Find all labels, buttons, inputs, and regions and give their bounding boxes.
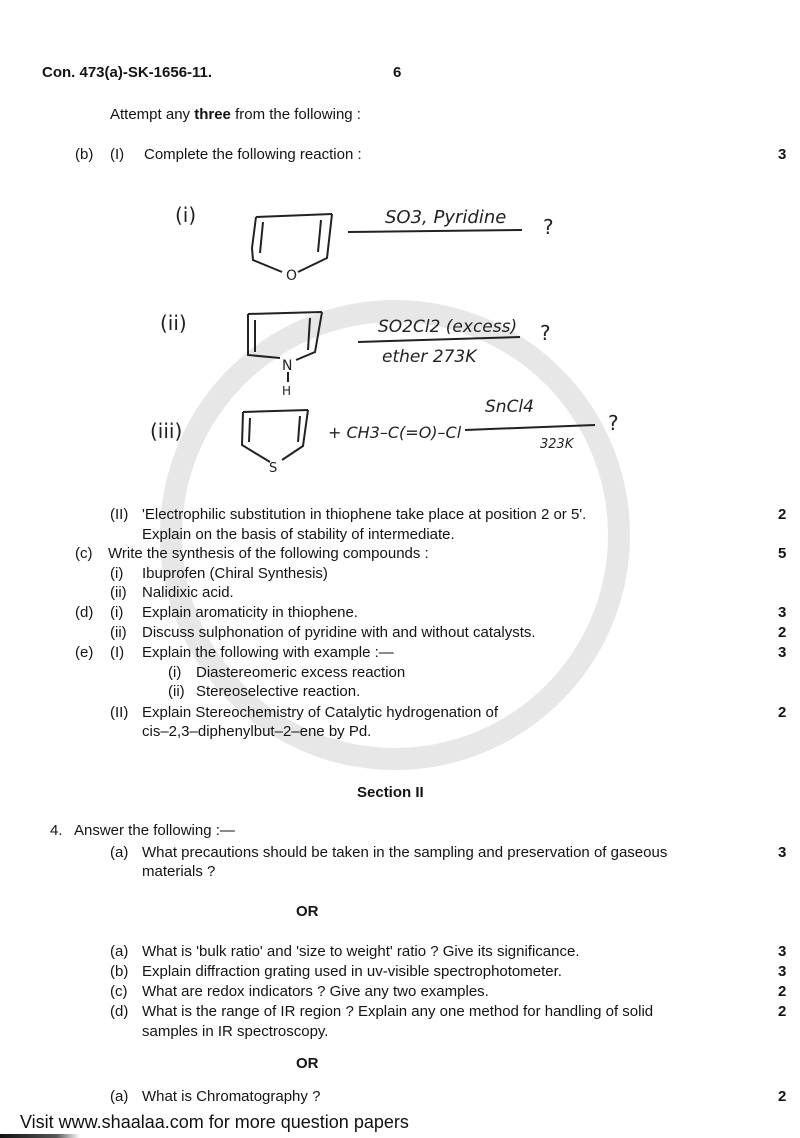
svg-text:(i): (i) bbox=[175, 203, 197, 227]
q4-item-num: (c) bbox=[110, 983, 128, 1000]
q-e-sub2: (II) bbox=[110, 704, 129, 721]
or-divider: OR bbox=[296, 903, 319, 920]
q-d-item: Discuss sulphonation of pyridine with and without catalysts. bbox=[142, 624, 536, 641]
section-heading: Section II bbox=[357, 784, 424, 801]
q-b-text1: Complete the following reaction : bbox=[144, 146, 362, 163]
instruction: Attempt any three from the following : bbox=[110, 106, 361, 123]
svg-text:ether 273K: ether 273K bbox=[382, 347, 477, 367]
page-number: 6 bbox=[393, 64, 402, 81]
q-c-item: Ibuprofen (Chiral Synthesis) bbox=[142, 565, 328, 582]
svg-text:+ CH3–C(=O)–Cl: + CH3–C(=O)–Cl bbox=[328, 423, 462, 442]
q4-text: Answer the following :— bbox=[74, 822, 235, 839]
q-d-item: Explain aromaticity in thiophene. bbox=[142, 604, 358, 621]
svg-text:?: ? bbox=[608, 411, 619, 435]
footer-link[interactable]: Visit www.shaalaa.com for more question papers bbox=[20, 1112, 409, 1132]
q4-item: What is the range of IR region ? Explain any one method for handling of solid bbox=[142, 1003, 654, 1020]
svg-text:H: H bbox=[282, 384, 292, 398]
svg-text:?: ? bbox=[543, 215, 554, 239]
reaction-iii bbox=[150, 397, 619, 476]
svg-text:SnCl4: SnCl4 bbox=[485, 397, 534, 417]
svg-text:?: ? bbox=[540, 321, 551, 345]
q4-item: What are redox indicators ? Give any two examples. bbox=[142, 983, 489, 1000]
q-c-text: Write the synthesis of the following compounds : bbox=[108, 545, 429, 562]
q4-item: Explain diffraction grating used in uv-visible spectrophotometer. bbox=[142, 963, 562, 980]
marks: 3 bbox=[778, 644, 787, 661]
q-e-item-num: (ii) bbox=[168, 683, 185, 700]
q-b-text2a: 'Electrophilic substitution in thiophene take place at position 2 or 5'. bbox=[142, 506, 587, 523]
marks: 3 bbox=[778, 943, 787, 960]
q-e-item-num: (i) bbox=[168, 664, 182, 681]
svg-text:(ii): (ii) bbox=[160, 311, 187, 335]
q-b-label: (b) bbox=[75, 146, 94, 163]
scan-artifact bbox=[0, 1134, 80, 1138]
q-b-sub1: (I) bbox=[110, 146, 125, 163]
q-e-text1: Explain the following with example :— bbox=[142, 644, 394, 661]
q-c-item: Nalidixic acid. bbox=[142, 584, 234, 601]
reaction-i bbox=[175, 203, 554, 284]
q4-a-num: (a) bbox=[110, 844, 129, 861]
svg-text:S: S bbox=[269, 461, 278, 476]
q-e-item: Stereoselective reaction. bbox=[196, 683, 361, 700]
marks: 3 bbox=[778, 844, 787, 861]
or-divider: OR bbox=[296, 1055, 319, 1072]
q-c-item-num: (ii) bbox=[110, 584, 127, 601]
q4-a-line2: materials ? bbox=[142, 863, 216, 880]
marks: 3 bbox=[778, 604, 787, 621]
q4-item-num: (a) bbox=[110, 943, 129, 960]
marks: 3 bbox=[778, 146, 787, 163]
q-e-item: Diastereomeric excess reaction bbox=[196, 664, 406, 681]
marks: 5 bbox=[778, 545, 787, 562]
q-e-label: (e) bbox=[75, 644, 94, 661]
paper-code: Con. 473(a)-SK-1656-11. bbox=[42, 64, 213, 81]
q4-a-line1: What precautions should be taken in the sampling and preservation of gaseous bbox=[142, 844, 668, 861]
q-d-label: (d) bbox=[75, 604, 94, 621]
q-c-label: (c) bbox=[75, 545, 93, 562]
marks: 3 bbox=[778, 963, 787, 980]
q-e-sub1: (I) bbox=[110, 644, 125, 661]
q4-label: 4. bbox=[50, 822, 63, 839]
svg-text:(iii): (iii) bbox=[150, 419, 183, 443]
q-e-text2a: Explain Stereochemistry of Catalytic hydrogenation of bbox=[142, 704, 499, 721]
marks: 2 bbox=[778, 624, 787, 641]
q4-item-num: (b) bbox=[110, 963, 129, 980]
svg-text:N: N bbox=[282, 358, 293, 374]
marks: 2 bbox=[778, 1003, 787, 1020]
marks: 2 bbox=[778, 704, 787, 721]
q-b-text2b: Explain on the basis of stability of intermediate. bbox=[142, 526, 455, 543]
q-b-sub2: (II) bbox=[110, 506, 129, 523]
reaction-ii bbox=[160, 311, 551, 398]
q-c-item-num: (i) bbox=[110, 565, 124, 582]
q-d-item-num: (i) bbox=[110, 604, 124, 621]
q-e-text2b: cis–2,3–diphenylbut–2–ene by Pd. bbox=[142, 723, 372, 740]
q4-last-num: (a) bbox=[110, 1088, 129, 1105]
marks: 2 bbox=[778, 506, 787, 523]
q4-item: What is 'bulk ratio' and 'size to weight' ratio ? Give its significance. bbox=[142, 943, 580, 960]
q4-last-text: What is Chromatography ? bbox=[142, 1088, 321, 1105]
marks: 2 bbox=[778, 983, 787, 1000]
q4-item-num: (d) bbox=[110, 1003, 129, 1020]
svg-text:323K: 323K bbox=[540, 437, 574, 452]
reaction-diagrams bbox=[150, 190, 650, 480]
q4-item-cont: samples in IR spectroscopy. bbox=[142, 1023, 329, 1040]
marks: 2 bbox=[778, 1088, 787, 1105]
svg-text:SO3, Pyridine: SO3, Pyridine bbox=[385, 207, 507, 228]
svg-text:O: O bbox=[286, 268, 298, 284]
q-d-item-num: (ii) bbox=[110, 624, 127, 641]
svg-text:SO2Cl2 (excess): SO2Cl2 (excess) bbox=[378, 317, 518, 337]
